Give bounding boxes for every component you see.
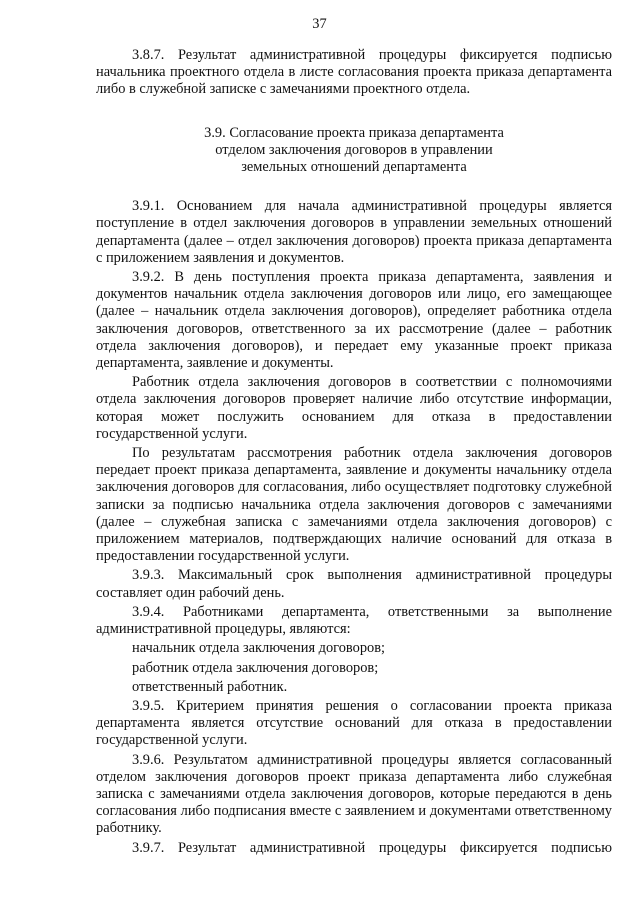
list-item: работник отдела заключения договоров; — [132, 659, 379, 676]
page-number: 37 — [312, 16, 327, 32]
document-body — [96, 47, 612, 857]
list-item: ответственный работник. — [132, 678, 288, 695]
heading-line-1: 3.9. Согласование проекта приказа департамента — [204, 124, 504, 141]
heading-line-3: земельных отношений департамента — [241, 159, 467, 176]
paragraph-3-8-7: 3.8.7. Результат административной процедуры фиксируется подписью начальника проектного отдела в листе согласования проекта приказа департамента либо в служебной записке с замечаниями проектного отдела. — [96, 47, 612, 98]
paragraph-worker-check: Работник отдела заключения договоров в соответствии с полномочиями отдела заключения договоров проверяет наличие либо отсутствие информации, которая может послужить основанием для отказа в предоставлении государственной услуги. — [96, 374, 612, 442]
paragraph-3-9-4: 3.9.4. Работниками департамента, ответственными за выполнение административной процедуры, являются: — [96, 603, 612, 638]
list-item: начальник отдела заключения договоров; — [132, 640, 386, 657]
paragraph-review-results: По результатам рассмотрения работник отдела заключения договоров передает проект приказа департамента, заявление и документы начальнику отдела заключения договоров для согласования, либо осуществляет подготовку служебной записки за подписью начальника отдела заключения договоров с замечаниями (далее – служебная записка с замечаниями отдела заключения договоров) с приложением материалов, подтверждающих наличие оснований для отказа в предоставлении государственной услуги. — [96, 445, 612, 565]
paragraph-3-9-5: 3.9.5. Критерием принятия решения о согласовании проекта приказа департамента является отсутствие оснований для отказа в предоставлении государственной услуги. — [96, 697, 612, 749]
paragraph-3-9-6: 3.9.6. Результатом административной процедуры является согласованный отделом заключения договоров проект приказа департамента либо служебная записка с замечаниями отдела заключения договоров, которые передаются в день согласования либо подписания вместе с заявлением и документами ответственному работнику. — [96, 751, 612, 837]
heading-line-2: отделом заключения договоров в управлении — [215, 141, 493, 158]
paragraph-3-9-1: 3.9.1. Основанием для начала административной процедуры является поступление в отдел заключения договоров в управлении земельных отношений департамента (далее – отдел заключения договоров) проекта приказа департамента с приложением заявления и документов. — [96, 198, 612, 266]
paragraph-3-9-2: 3.9.2. В день поступления проекта приказа департамента, заявления и документов начальник отдела заключения договоров или лицо, его замещающее (далее – начальник отдела заключения договоров), определяет работника отдела заключения договоров, ответственного за их рассмотрение (далее – работник отдела заключения договоров), и передает ему указанные проект приказа департамента, заявление и документы. — [96, 269, 612, 372]
section-heading-3-9 — [96, 125, 612, 177]
paragraph-3-9-3: 3.9.3. Максимальный срок выполнения административной процедуры составляет один рабочий день. — [96, 567, 612, 601]
paragraph-3-9-7: 3.9.7. Результат административной процедуры фиксируется подписью — [132, 839, 612, 856]
